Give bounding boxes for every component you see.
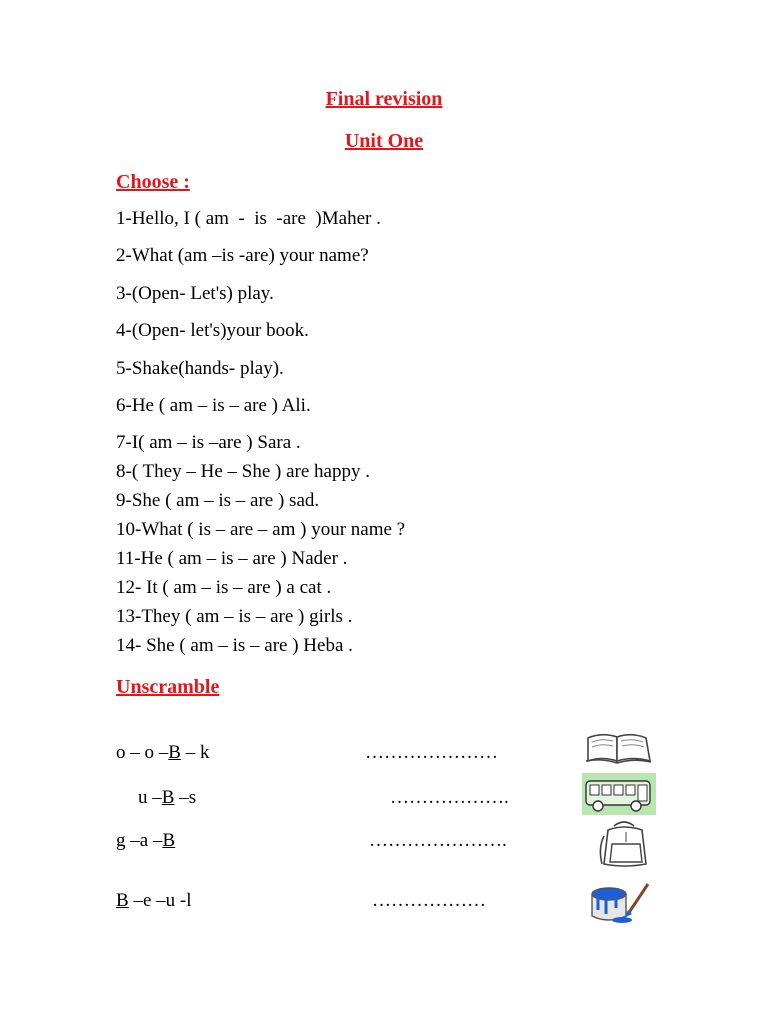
choose-item: 1-Hello, I ( am - is -are )Maher . [116, 208, 381, 229]
choose-item: 6-He ( am – is – are ) Ali. [116, 395, 311, 416]
choose-heading: Choose : [116, 171, 190, 193]
choose-item: 8-( They – He – She ) are happy . [116, 461, 370, 482]
answer-blank[interactable]: …………………. [369, 830, 507, 851]
answer-blank[interactable]: ……………… [372, 890, 486, 911]
choose-item: 3-(Open- Let's) play. [116, 283, 274, 304]
open-book-icon [584, 728, 652, 766]
unit-title: Unit One [344, 130, 424, 152]
choose-item: 10-What ( is – are – am ) your name ? [116, 519, 406, 540]
answer-blank[interactable]: ………………. [390, 787, 509, 808]
scramble-word: B –e –u -l [116, 890, 192, 911]
unscramble-heading: Unscramble [116, 676, 220, 698]
choose-item: 4-(Open- let's)your book. [116, 320, 309, 341]
choose-item: 12- It ( am – is – are ) a cat . [116, 577, 332, 598]
choose-item: 14- She ( am – is – are ) Heba . [116, 635, 353, 656]
scramble-word: o – o –B – k [116, 742, 210, 763]
scramble-word: g –a –B [116, 830, 176, 851]
scramble-word: u –B –s [138, 787, 197, 808]
bus-icon [582, 773, 656, 815]
page-title: Final revision [325, 88, 443, 110]
answer-blank[interactable]: ………………… [365, 742, 498, 763]
choose-item: 9-She ( am – is – are ) sad. [116, 490, 320, 511]
choose-item: 11-He ( am – is – are ) Nader . [116, 548, 348, 569]
blue-paint-icon [588, 880, 654, 924]
choose-item: 7-I( am – is –are ) Sara . [116, 432, 301, 453]
choose-item: 13-They ( am – is – are ) girls . [116, 606, 353, 627]
school-bag-icon [596, 818, 652, 870]
choose-item: 2-What (am –is -are) your name? [116, 245, 369, 266]
choose-item: 5-Shake(hands- play). [116, 358, 284, 379]
